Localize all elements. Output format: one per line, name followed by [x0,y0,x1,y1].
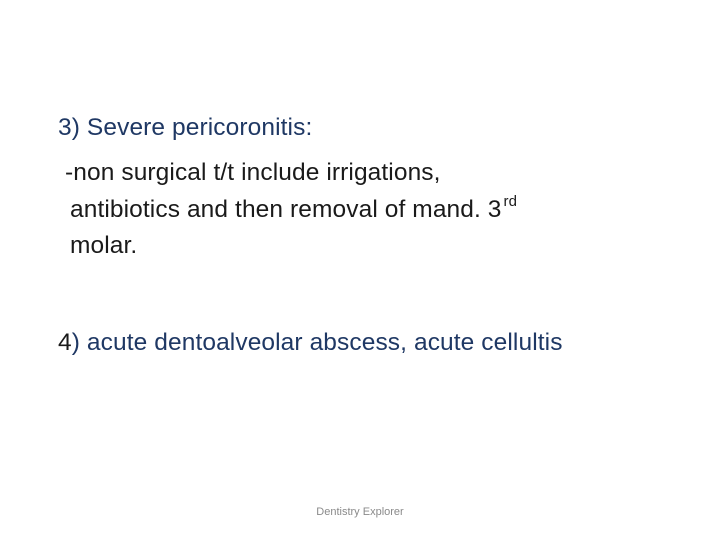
ordinal-superscript: rd [503,193,518,210]
item3-colon: : [305,114,313,141]
item4-line [58,325,563,361]
item4-text: acute dentoalveolar abscess, acute cellultis [86,329,563,356]
item3-body-line-3: molar. [70,232,138,259]
footer-credit: Dentistry Explorer [316,506,404,518]
item3-number: 3) [58,114,80,141]
item4-number: 4 [58,329,72,356]
item3-body-line-2-text: antibiotics and then removal of mand. 3 [70,196,502,223]
item3-title: Severe pericoronitis [86,114,306,141]
item3-body-line-1: -non surgical t/t include irrigations, [65,159,441,186]
item3-heading [58,110,312,146]
item4-paren: ) [71,329,80,356]
item3-body-line-2 [70,192,517,228]
